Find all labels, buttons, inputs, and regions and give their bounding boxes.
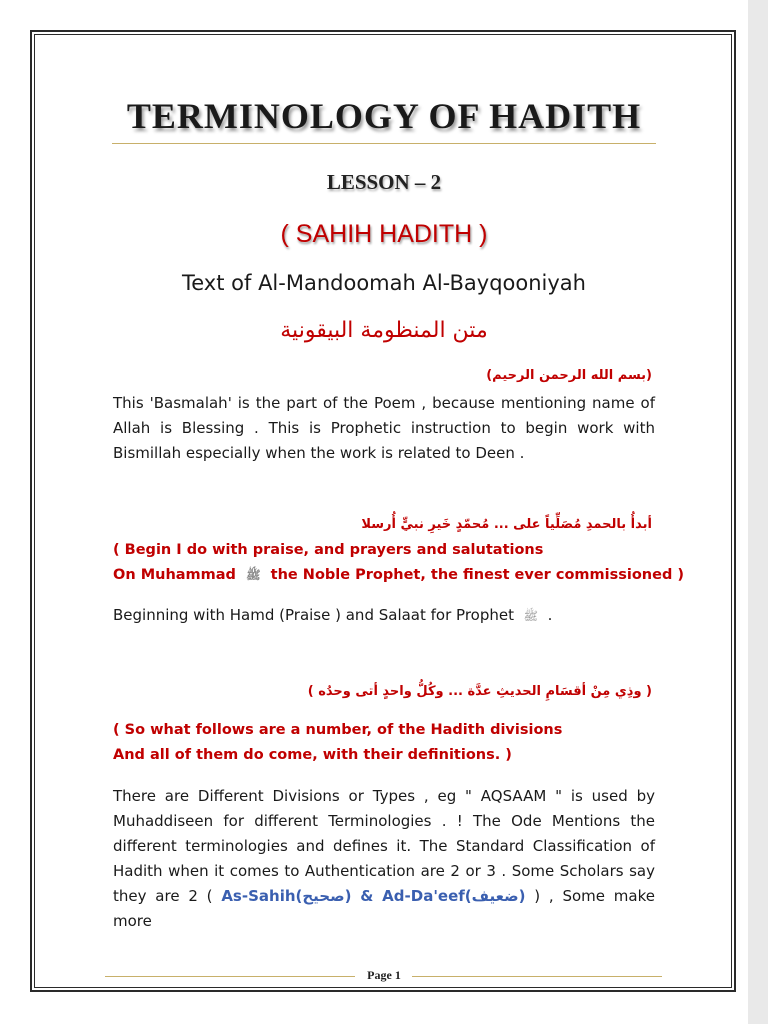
verse1-translation-line1: ( Begin I do with praise, and prayers and salutations	[113, 542, 544, 558]
ampersand: &	[360, 887, 374, 905]
divisions-paragraph	[113, 784, 655, 934]
text-heading: Text of Al-Mandoomah Al-Bayqooniyah	[182, 271, 586, 295]
basmalah-paragraph	[113, 391, 655, 466]
page-number: Page 1	[367, 968, 401, 982]
verse1-note	[113, 606, 552, 626]
paragraph-line: Hadith when it comes to Authentication are 2 or 3 . Some Scholars say	[113, 862, 655, 880]
pbuh-symbol: ﷺ	[246, 568, 261, 582]
paragraph-line: Muhaddiseen for different Terminologies . ! The Ode Mentions the	[113, 812, 655, 830]
verse1-translation-line2	[113, 567, 684, 585]
basmalah-arabic: (بسم الله الرحمن الرحيم)	[486, 368, 652, 383]
paragraph-line: There are Different Divisions or Types , eg " AQSAAM " is used by	[113, 787, 655, 805]
document-title: TERMINOLOGY OF HADITH	[126, 96, 642, 136]
paragraph-line: This 'Basmalah' is the part of the Poem , because mentioning name of	[113, 394, 655, 412]
verse2-translation-line2: And all of them do come, with their definitions. )	[113, 747, 512, 763]
paragraph-line	[113, 884, 655, 934]
pbuh-symbol: ﷺ	[523, 609, 539, 623]
line-text: ) , Some make more	[113, 887, 655, 930]
lesson-subtitle: ( SAHIH HADITH )	[280, 220, 488, 248]
verse2-translation-line1: ( So what follows are a number, of the Hadith divisions	[113, 722, 563, 738]
term-sahih: As-Sahih(صحيح)	[221, 887, 352, 905]
paragraph-line: Allah is Blessing . This is Prophetic instruction to begin work with	[113, 419, 655, 437]
arabic-heading: متن المنظومة البيقونية	[280, 318, 488, 343]
title-divider	[112, 143, 656, 144]
lesson-heading: LESSON – 2	[326, 170, 442, 194]
note-text: Beginning with Hamd (Praise ) and Salaat for Prophet	[113, 606, 514, 624]
term-daeef: Ad-Da'eef(ضعيف)	[382, 887, 526, 905]
note-text: .	[547, 606, 553, 624]
line-text: they are 2 (	[113, 887, 213, 905]
translation-text: On Muhammad	[113, 567, 236, 583]
verse1-arabic: أبدأُ بالحمدِ مُصَلِّياً على ... مُحمّدٍ خَيرِ نبيٍّ أُرسلا	[361, 517, 652, 532]
paragraph-line: Bismillah especially when the work is related to Deen .	[113, 444, 525, 462]
paragraph-line: different terminologies and defines it. The Standard Classification of	[113, 837, 655, 855]
verse2-arabic: ( وذِي مِنْ أقسَامِ الحديثِ عدَّة ... وكُلُّ واحدٍ أتى وحدُه )	[307, 684, 652, 699]
translation-text: the Noble Prophet, the finest ever commissioned )	[270, 567, 685, 583]
